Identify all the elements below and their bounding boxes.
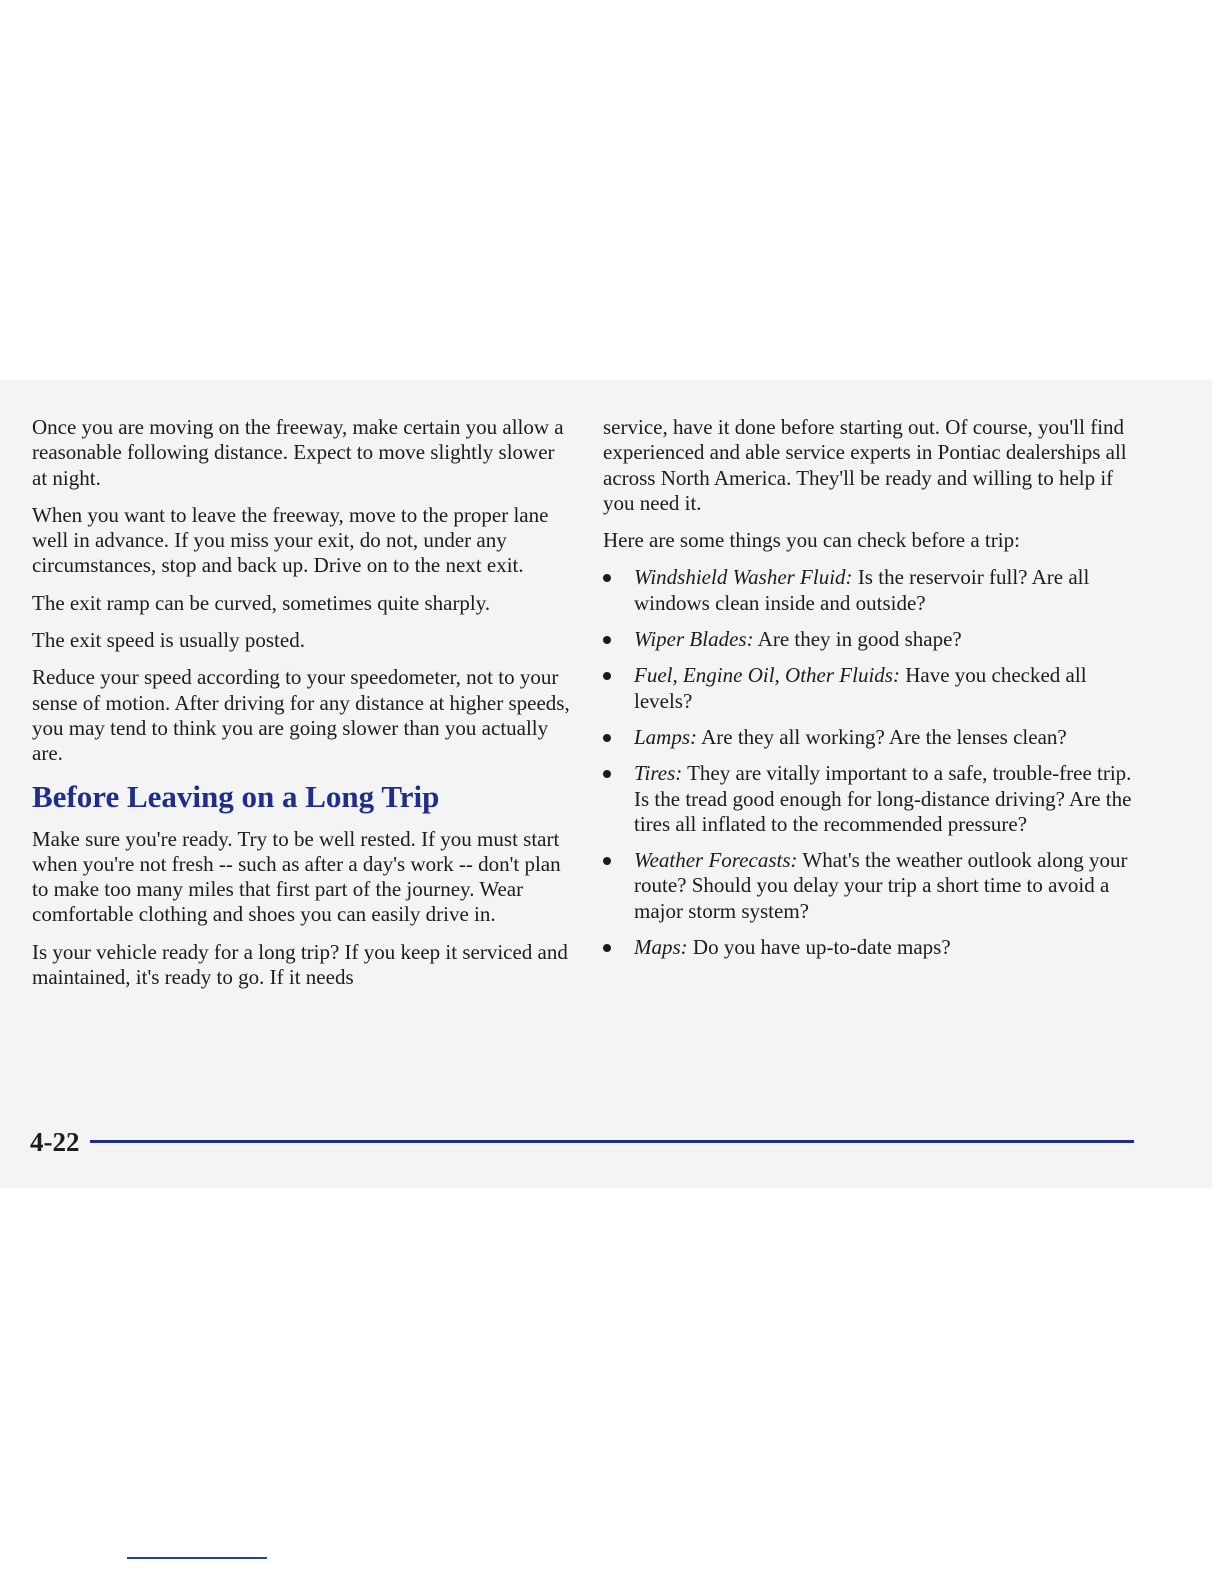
section-heading: Before Leaving on a Long Trip: [32, 778, 440, 814]
trip-checklist: [603, 565, 1148, 960]
list-item: [603, 565, 1148, 616]
item-text: What's the weather outlook along your route? Should you delay your trip a short time to avoid a major storm system?: [634, 848, 1128, 923]
list-item: [603, 725, 1148, 750]
item-term: Maps:: [634, 935, 688, 960]
paragraph-leaving-freeway: When you want to leave the freeway, move to the proper lane well in advance. If you miss your exit, do not, under any circumstances, stop and back up. Drive on to the next exit.: [32, 502, 549, 578]
paragraph-reduce-speed: Reduce your speed according to your speedometer, not to your sense of motion. After driving for any distance at higher speeds, you may tend to think you are going slower than you actually are.: [32, 665, 570, 766]
paragraph-be-ready: Make sure you're ready. Try to be well rested. If you must start when you're not fresh -- such as after a day's work -- don't plan to make too many miles that first part of the journey. Wear comfortable clothing and shoes you can easily drive in.: [32, 826, 561, 927]
item-term: Fuel, Engine Oil, Other Fluids:: [634, 663, 900, 688]
paragraph-exit-ramp: The exit ramp can be curved, sometimes quite sharply.: [32, 590, 491, 615]
item-text: Do you have up-to-date maps?: [687, 935, 951, 960]
list-item: [603, 663, 1148, 714]
item-term: Wiper Blades:: [634, 627, 754, 652]
left-column: [32, 415, 572, 1002]
paragraph-exit-speed: The exit speed is usually posted.: [32, 628, 305, 653]
list-item: [603, 627, 1148, 652]
bullet-icon: [603, 770, 611, 778]
footer-rule: [90, 1140, 1134, 1143]
item-term: Windshield Washer Fluid:: [634, 565, 853, 590]
item-term: Lamps:: [634, 724, 698, 749]
bullet-icon: [603, 857, 611, 865]
item-term: Weather Forecasts:: [634, 848, 798, 873]
item-text: Have you checked all levels?: [634, 663, 1087, 713]
bullet-icon: [603, 574, 611, 582]
paragraph-service: service, have it done before starting out. Of course, you'll find experienced and able service experts in Pontiac dealerships all across North America. They'll be ready and willing to help if you need it.: [603, 415, 1127, 515]
bullet-icon: [603, 944, 611, 952]
item-text: Are they in good shape?: [753, 627, 962, 652]
paragraph-following-distance: Once you are moving on the freeway, make certain you allow a reasonable following distance. Expect to move slightly slower at night.: [32, 415, 564, 490]
item-text: Is the reservoir full? Are all windows clean inside and outside?: [634, 565, 1090, 615]
item-text: Are they all working? Are the lenses clean?: [697, 724, 1067, 749]
right-column: [603, 415, 1148, 971]
bullet-icon: [603, 734, 611, 742]
bottom-divider: [127, 1557, 267, 1559]
paragraph-checklist-intro: Here are some things you can check before a trip:: [603, 528, 1020, 553]
bullet-icon: [603, 636, 611, 644]
list-item: [603, 848, 1148, 924]
list-item: [603, 935, 1148, 960]
item-term: Tires:: [634, 761, 683, 786]
list-item: [603, 761, 1148, 837]
paragraph-vehicle-ready: Is your vehicle ready for a long trip? If you keep it serviced and maintained, it's ready to go. If it needs: [32, 939, 568, 990]
page-footer: [30, 1122, 1134, 1162]
page-number: 4-22: [30, 1127, 80, 1157]
item-text: They are vitally important to a safe, trouble-free trip. Is the tread good enough for long-distance driving? Are the tires all inflated to the recommended pressure?: [634, 761, 1132, 836]
bullet-icon: [603, 672, 611, 680]
